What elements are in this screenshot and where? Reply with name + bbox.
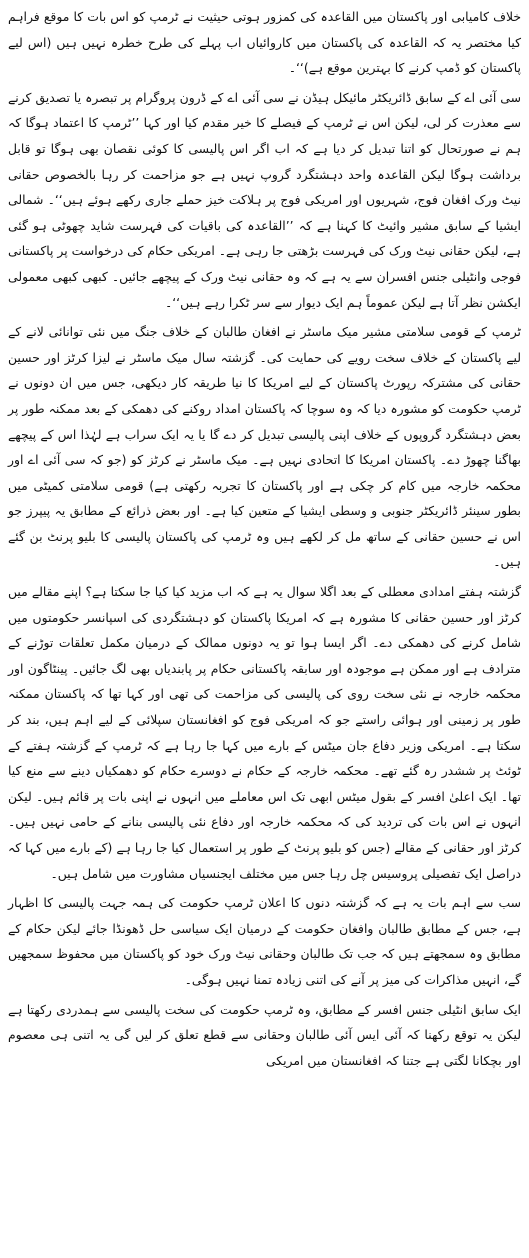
- article-paragraph-4: گزشتہ ہفتے امدادی معطلی کے بعد اگلا سوال یہ ہے کہ اب مزید کیا کیا جا سکتا ہے؟ اپنے مقالے میں کرٹز اور حسین حقانی کا مشورہ ہے کہ امریکا پاکستان کو دہشتگردی کی اسپانسر حکومتوں میں شامل کرنے کی دھمکی دے۔ اگر ایسا ہوا تو یہ دونوں ممالک کے درمیان مکمل تعلقات توڑنے کے مترادف ہے اور ممکن ہے موجودہ اور سابقہ پاکستانی حکام پر پابندیاں بھی لگ جائیں۔ پینٹاگون اور محکمہ خارجہ نے نئی سخت روی کی پالیسی کی مزاحمت کی تھی اور کہا تھا کہ پاکستان ممکنہ طور پر زمینی اور ہوائی راستے جو کہ امریکی فوج کو افغانستان سپلائی کے لیے اہم ہیں، بند کر سکتا ہے۔ امریکی وزیر دفاع جان میٹس کے بارے میں کہا جا رہا ہے کہ ٹرمپ کے گزشتہ ہفتے کے ٹوئٹ پر ششدر رہ گئے تھے۔ محکمہ خارجہ کے حکام نے دوسرے حکام کو دھمکیاں دینے سے منع کیا تھا۔ ایک اعلیٰ افسر کے بقول میٹس ابھی تک اس معاملے میں انہوں نے اپنی بات پر قائم ہیں۔ لیکن انہوں نے اس بات کی تردید کی کہ محکمہ خارجہ اور دفاع نئی پالیسی بنانے کے حامی نہیں ہیں۔ کرٹز اور حقانی کے مقالے (جس کو بلیو پرنٹ کے طور پر استعمال کیا جا رہا ہے (کے بارے میں کہا کہ دراصل ایک تفصیلی پروسیس چل رہا جس میں مختلف ایجنسیاں مشاورت میں شامل ہیں۔: [8, 584, 521, 881]
- article-paragraph-1: خلاف کامیابی اور پاکستان میں القاعدہ کی کمزور ہوتی حیثیت نے ٹرمپ کو اس بات کا موقع فراہم کیا مختصر یہ کہ القاعدہ کی پاکستان میں کاروائیاں اب پہلے کی طرح خطرہ نہیں ہیں (اس لیے پاکستان کو ڈمپ کرنے کا بہترین موقع ہے)‘‘۔: [8, 9, 521, 76]
- article-paragraph-3: ٹرمپ کے قومی سلامتی مشیر میک ماسٹر نے افغان طالبان کے خلاف جنگ میں نئی توانائی لانے کے لیے پاکستان کے خلاف سخت رویے کی حمایت کی۔ گزشتہ سال میک ماسٹر نے لیزا کرٹز اور حسین حقانی کی مشترکہ رپورٹ پاکستان کے لیے امریکا کا نیا طریقہ کار دیکھی، جس میں ان دونوں نے ٹرمپ حکومت کو مشورہ دیا کہ وہ سوچا کہ پاکستان امداد روکنے کی دھمکی کے بعد ممکنہ طور پر بعض دہشتگرد گروپوں کے خلاف اپنی پالیسی تبدیل کر دے گا یا یہ ایک سراب ہے لہٰذا اس کے پیچھے بھاگنا چھوڑ دے۔ پاکستان امریکا کا اتحادی نہیں ہے۔ میک ماسٹر نے کرٹز کو (جو کہ سی آئی اے اور محکمہ خارجہ میں کام کر چکی ہے اور پاکستان کا تجربہ رکھتی ہے) قومی سلامتی کمیٹی میں بطور سینئر ڈائریکٹر جنوبی و وسطی ایشیا کے متعین کیا ہے۔ اور بعض ذرائع کے مطابق یہ پیپرز جو اس نے حسین حقانی کے ساتھ مل کر لکھے ہیں وہ ٹرمپ کی پاکستان پالیسی کا بلیو پرنٹ بن گئے ہیں۔: [8, 324, 521, 570]
- article-paragraph-6: ایک سابق انٹیلی جنس افسر کے مطابق، وہ ٹرمپ حکومت کی سخت پالیسی سے ہمدردی رکھتا ہے لیکن یہ توقع رکھنا کہ آئی ایس آئی طالبان وحقانی سے قطع تعلق کر لیں گی یہ اتنی ہی معصوم اور بچکانا لگتی ہے جتنا کہ افغانستان میں امریکی: [8, 1001, 521, 1068]
- article-paragraph-2: سی آئی اے کے سابق ڈائریکٹر مائیکل ہیڈن نے سی آئی اے کے ڈرون پروگرام پر تبصرہ یا تصدیق کرنے سے معذرت کر لی، لیکن اس نے ٹرمپ کے فیصلے کا خیر مقدم کیا اور کہا ’’ٹرمپ کا اعتماد ہوگا کہ ہم نے صورتحال کو اتنا تبدیل کر دیا ہے کہ اب اگر اس پالیسی کا کوئی نقصان بھی ہوگا تو قابل برداشت ہوگا لیکن القاعدہ واحد دہشتگرد گروپ نہیں ہے جو مزاحمت کر رہا بالخصوص حقانی نیٹ ورک افغان فوج، شہریوں اور امریکی فوج پر ہلاکت خیز حملے جاری رکھے ہوئے ہیں‘‘۔ شمالی ایشیا کے سابق مشیر وائیٹ کا کہنا ہے کہ ’’القاعدہ کی باقیات کی فہرست شاید چھوٹی ہو گئی ہے، لیکن حقانی نیٹ ورک کی فہرست بڑھتی جا رہی ہے۔ امریکی حکام کی درخواست پر پاکستانی فوجی وانٹیلی جنس افسران سے یہ ہے کہ وہ حقانی نیٹ ورک کے پیچھے جائیں۔ کبھی کبھی معمولی ایکشن نظر آتا ہے لیکن عموماً ہم ایک دیوار سے سر ٹکرا رہے ہیں‘‘۔: [8, 89, 521, 310]
- article-paragraph-5: سب سے اہم بات یہ ہے کہ گزشتہ دنوں کا اعلان ٹرمپ حکومت کی ہمہ جہت پالیسی کا اظہار ہے، جس کے مطابق طالبان وافغان حکومت کے درمیان ایک سیاسی حل ڈھونڈا جائے لیکن حکام کے مطابق وہ سمجھتے ہیں کہ جب تک طالبان وحقانی نیٹ ورک خود کو پاکستان میں محفوظ سمجھیں گے، انہیں مذاکرات کی میز پر آنے کی اتنی زیادہ تمنا نہیں ہوگی۔: [8, 895, 521, 987]
